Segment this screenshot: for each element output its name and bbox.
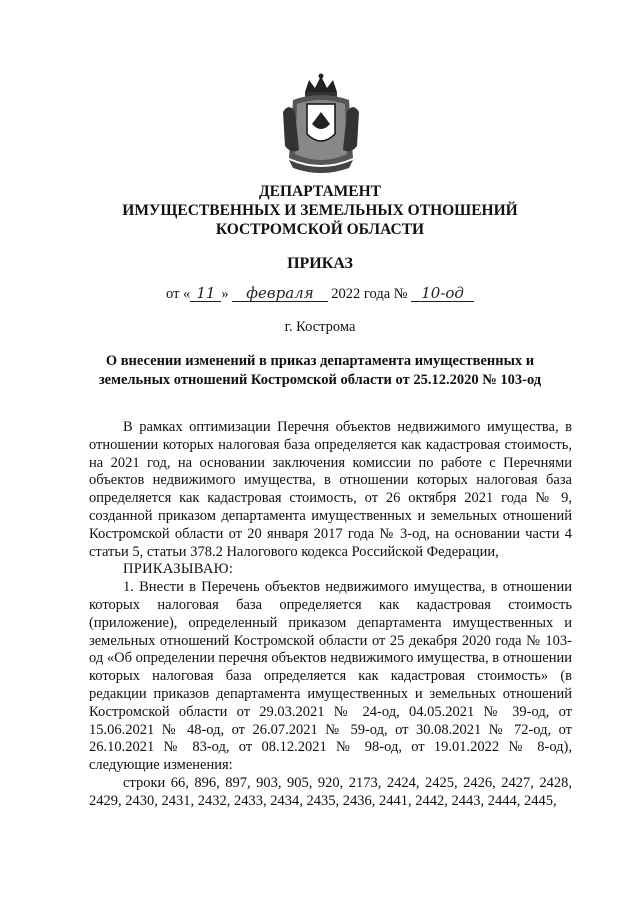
order-title: ПРИКАЗ xyxy=(287,255,353,272)
order-date-line xyxy=(0,286,640,303)
department-name-line-2: ИМУЩЕСТВЕННЫХ И ЗЕМЕЛЬНЫХ ОТНОШЕНИЙ xyxy=(122,202,518,219)
date-day-close: » xyxy=(221,286,229,302)
order-directive-word: ПРИКАЗЫВАЮ: xyxy=(123,561,234,578)
paragraph-rows-list: строки 66, 896, 897, 903, 905, 920, 2173, 2424, 2425, 2426, 2427, 2428, 2429, 2430, 2431, 2432, 2433, 2434, 2435, 2436, 2441, 2442, 2443, 2444, 2445, xyxy=(89,774,572,809)
date-prefix: от « xyxy=(166,286,191,302)
coat-of-arms-emblem xyxy=(275,72,367,176)
handwritten-day: 11 xyxy=(190,286,221,302)
department-name-line-3: КОСТРОМСКОЙ ОБЛАСТИ xyxy=(215,221,425,238)
handwritten-month: февраля xyxy=(232,286,327,302)
order-subject: О внесении изменений в приказ департамента имущественных и земельных отношений Костромской области от 25.12.2020 № 103-од xyxy=(98,353,542,388)
order-city: г. Кострома xyxy=(284,319,356,335)
handwritten-order-number: 10-од xyxy=(411,286,474,302)
department-name-line-1: ДЕПАРТАМЕНТ xyxy=(258,183,382,200)
order-body xyxy=(89,419,572,811)
paragraph-preamble: В рамках оптимизации Перечня объектов недвижимого имущества, в отношении которых налоговая база определяется как кадастровая стоимость, на 2021 год, на основании заключения комиссии по работе с Перечнями объектов недвижимого имущества, в отношении которых налоговая база определяется как кадастровая стоимость, от 26 октября 2021 года № 9, созданной приказом департамента имущественных и земельных отношений Костромской области от 20 января 2017 года № 3-од, на основании части 4 статьи 5, статьи 378.2 Налогового кодекса Российской Федерации, xyxy=(89,419,572,560)
date-year: 2022 года № xyxy=(331,286,408,302)
paragraph-item-1: 1. Внести в Перечень объектов недвижимого имущества, в отношении которых налоговая база определяется как кадастровая стоимость (приложение), определенный приказом департамента имущественных и земельных отношений Костромской области от 25 декабря 2020 года № 103-од «Об определении перечня объектов недвижимого имущества, в отношении которых налоговая база определяется как кадастровая стоимость» (в редакции приказов департамента имущественных и земельных отношений Костромской области от 29.03.2021 № 24-од, 04.05.2021 № 39-од, от 15.06.2021 № 48-од, от 26.07.2021 № 59-од, от 30.08.2021 № 72-од, от 26.10.2021 № 83-од, от 08.12.2021 № 98-од, от 19.01.2022 № 8-од), следующие изменения: xyxy=(89,579,572,774)
